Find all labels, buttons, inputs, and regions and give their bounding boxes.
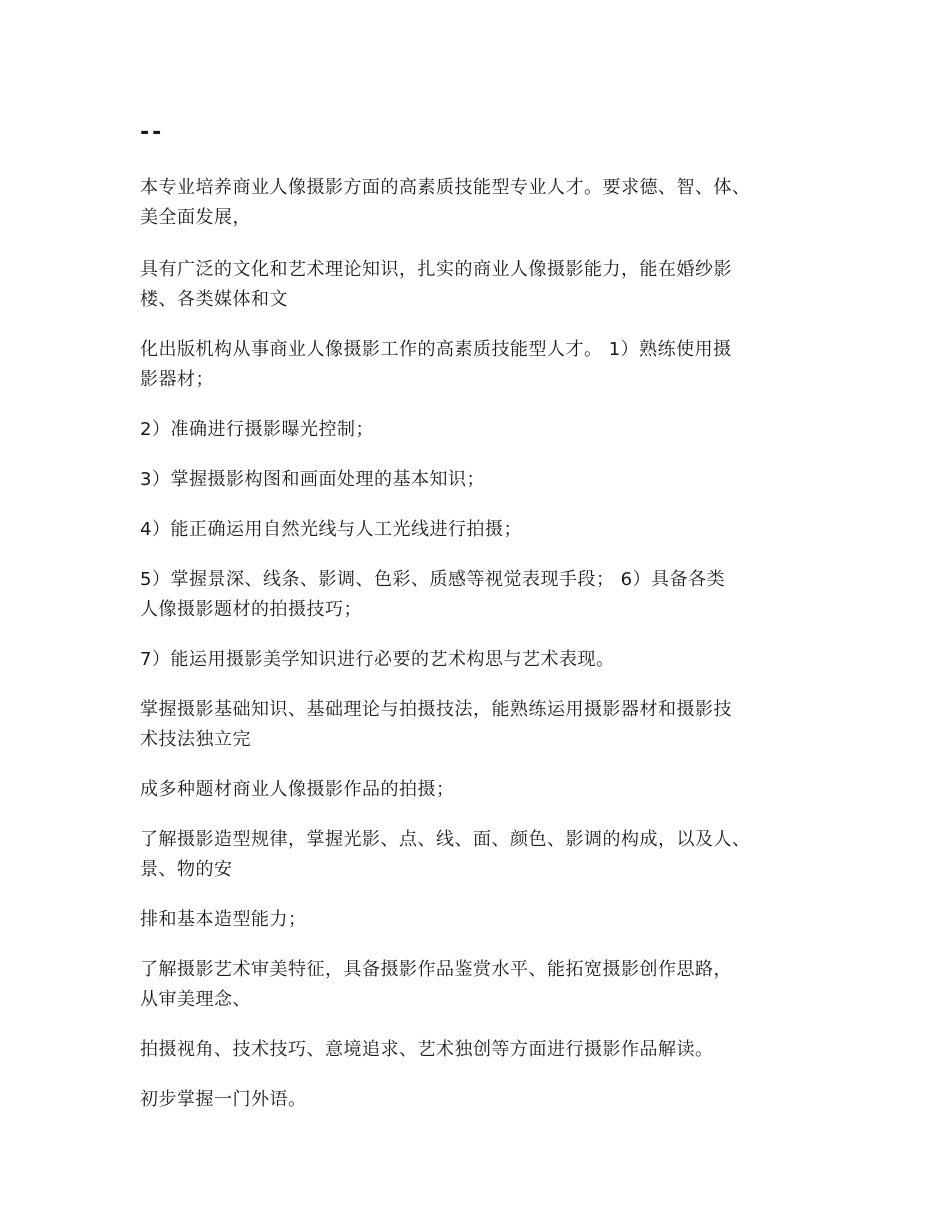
paragraph-line: 初步掌握一门外语。 <box>140 1089 307 1110</box>
paragraph <box>140 695 830 755</box>
paragraph <box>140 173 830 233</box>
paragraph-line: 楼、各类媒体和文 <box>140 289 288 310</box>
paragraph <box>140 1085 830 1115</box>
paragraph <box>140 335 830 395</box>
paragraph-line: 从审美理念、 <box>140 989 251 1010</box>
paragraph <box>140 255 830 315</box>
paragraph-line: 了解摄影造型规律，掌握光影、点、线、面、颜色、影调的构成，以及人、 <box>140 829 751 850</box>
paragraph-line: 4）能正确运用自然光线与人工光线进行拍摄； <box>140 519 522 540</box>
paragraph <box>140 955 830 1015</box>
paragraph <box>140 515 830 545</box>
paragraph-line: 美全面发展， <box>140 207 251 228</box>
paragraph <box>140 645 830 675</box>
paragraph <box>140 565 830 625</box>
header-mark: -- <box>140 120 165 145</box>
paragraph-line: 人像摄影题材的拍摄技巧； <box>140 599 362 620</box>
paragraph-line: 具有广泛的文化和艺术理论知识，扎实的商业人像摄影能力，能在婚纱影 <box>140 259 732 280</box>
paragraph <box>140 905 830 935</box>
paragraph-line: 7）能运用摄影美学知识进行必要的艺术构思与艺术表现。 <box>140 649 615 670</box>
paragraph-line: 拍摄视角、技术技巧、意境追求、艺术独创等方面进行摄影作品解读。 <box>140 1039 714 1060</box>
paragraph-line: 本专业培养商业人像摄影方面的高素质技能型专业人才。要求德、智、体、 <box>140 177 751 198</box>
paragraph-line: 掌握摄影基础知识、基础理论与拍摄技法，能熟练运用摄影器材和摄影技 <box>140 699 732 720</box>
paragraph-line: 化出版机构从事商业人像摄影工作的高素质技能型人才。 1）熟练使用摄 <box>140 339 732 360</box>
paragraph-line: 3）掌握摄影构图和画面处理的基本知识； <box>140 469 485 490</box>
paragraph <box>140 1035 830 1065</box>
paragraph-line: 景、物的安 <box>140 859 233 880</box>
paragraph <box>140 775 830 805</box>
paragraph-line: 影器材； <box>140 369 214 390</box>
paragraph-line: 5）掌握景深、线条、影调、色彩、质感等视觉表现手段； 6）具备各类 <box>140 569 726 590</box>
paragraph-line: 术技法独立完 <box>140 729 251 750</box>
paragraph <box>140 415 830 445</box>
paragraph-line: 了解摄影艺术审美特征，具备摄影作品鉴赏水平、能拓宽摄影创作思路， <box>140 959 732 980</box>
paragraph <box>140 825 830 885</box>
paragraph <box>140 465 830 495</box>
paragraph-line: 成多种题材商业人像摄影作品的拍摄； <box>140 779 455 800</box>
paragraph-line: 2）准确进行摄影曝光控制； <box>140 419 374 440</box>
paragraph-line: 排和基本造型能力； <box>140 909 307 930</box>
